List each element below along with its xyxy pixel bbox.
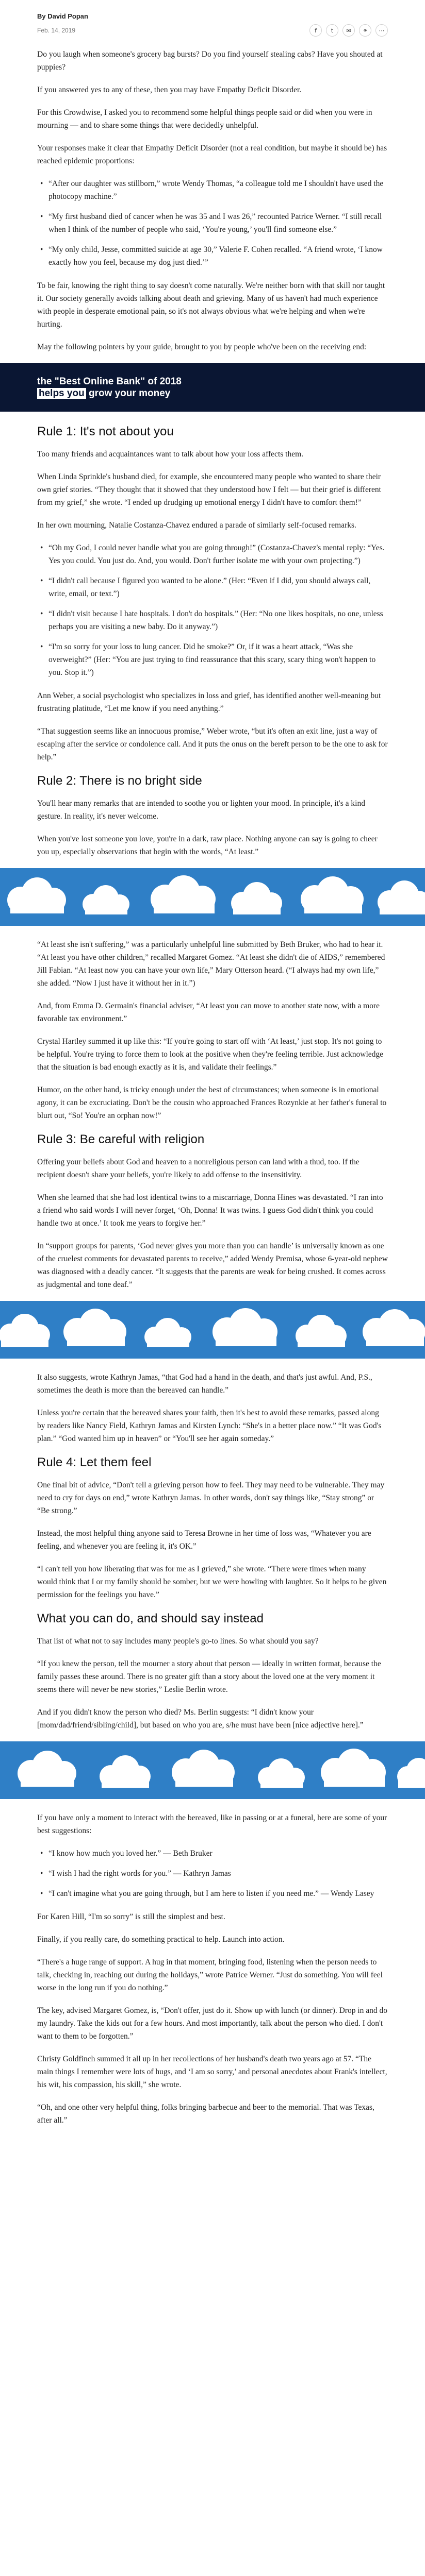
rule-3-continued xyxy=(37,1371,388,1445)
email-icon[interactable]: ✉ xyxy=(342,24,355,37)
list-item: • “I didn't call because I figured you wanted to be alone.” (Her: “Even if I did, you should always call, write, email, or text.”) xyxy=(48,574,388,600)
body-paragraph: Crystal Hartley summed it up like this: “If you're going to start off with ‘At least,’ just stop. It's not going to be helpful. You're trying to force them to look at the positive when they're feeling terrible. Just acknowledge that the situation is bad enough exactly as it is, and validate their feelings.” xyxy=(37,1037,384,1072)
more-icon[interactable]: ⋯ xyxy=(375,24,388,37)
publish-date: Feb. 14, 2019 xyxy=(37,27,76,34)
body-paragraph: When Linda Sprinkle's husband died, for example, she encountered many people who wanted to share their own grief stories. “They thought that it showed that they understood how I felt — but their grief is different from my grief,” she wrote. “I ended up drudging up emotional energy I didn't have to comfort them!” xyxy=(37,472,381,507)
list-item: • “My first husband died of cancer when he was 35 and I was 26,” recounted Patrice Werner. “I still recall when I think of the number of people who said, ‘You're young,’ you'll find someone else.” xyxy=(48,210,388,236)
intro-paragraph: If you answered yes to any of these, then you may have Empathy Deficit Disorder. xyxy=(37,86,302,94)
body-paragraph: Offering your beliefs about God and heaven to a nonreligious person can land with a thud, too. If the recipient doesn't share your beliefs, you're likely to add offense to the insensitivity. xyxy=(37,1158,359,1179)
body-paragraph: “Oh, and one other very helpful thing, folks bringing barbecue and beer to the memorial. That was Texas, after all.” xyxy=(37,2103,374,2125)
clouds-icon xyxy=(0,1741,425,1799)
date-row xyxy=(37,24,388,37)
section-heading: What you can do, and should say instead xyxy=(37,1612,264,1625)
body-paragraph: You'll hear many remarks that are intended to soothe you or lighten your mood. In principle, it's a kind gesture. In reality, it's never welcome. xyxy=(37,799,365,821)
body-paragraph: “I can't tell you how liberating that was for me as I grieved,” she wrote. “There were times when many would think that I or my family should be somber, but we were howling with laughter. So it helps to be given permission for the feelings you have.” xyxy=(37,1565,387,1599)
cloud-illustration xyxy=(0,1741,425,1799)
what-you-can-do-continued xyxy=(37,1811,388,2127)
list-item: • “My only child, Jesse, committed suicide at age 30,” Valerie F. Cohen recalled. “A friend wrote, ‘I know exactly how you feel, because my dog just died.’” xyxy=(48,243,388,269)
body-paragraph: “If you knew the person, tell the mourner a story about that person — ideally in written format, because the family passes these around. There is no greater gift than a story about the loved one at the very moment it seems there will never be new stories,” Leslie Berlin wrote. xyxy=(37,1659,381,1694)
intro-quote-list xyxy=(37,177,388,269)
share-tools xyxy=(309,24,388,37)
body-paragraph: If you have only a moment to interact with the bereaved, like in passing or at a funeral, here are some of your best suggestions: xyxy=(37,1814,387,1835)
cloud-illustration xyxy=(0,868,425,926)
body-paragraph: It also suggests, wrote Kathryn Jamas, “that God had a hand in the death, and that's just awful. And, P.S., sometimes the death is more than the bereaved can handle.” xyxy=(37,1373,372,1395)
rule-3-section xyxy=(37,1132,388,1291)
intro-paragraph: Do you laugh when someone's grocery bag bursts? Do you find yourself stealing cabs? Have you shouted at puppies? xyxy=(37,50,383,72)
body-paragraph: Christy Goldfinch summed it all up in her recollections of her husband's death two years ago at 57. “The main things I remember were lots of hugs, and ‘I am so sorry,’ and personal anecdotes about Frank's intellect, his wit, his compassion, his skill,” she wrote. xyxy=(37,2055,387,2089)
ad-highlight: helps you xyxy=(37,388,86,399)
body-paragraph: Unless you're certain that the bereaved shares your faith, then it's best to avoid these remarks, passed along by readers like Nancy Field, Kathryn Jamas and Kirsten Lynch: “She's in a better place now.” “It was God's plan.” “God wanted him up in heaven” or “You'll see her again someday.” xyxy=(37,1409,382,1443)
list-item: • “I can't imagine what you are going through, but I am here to listen if you need me.” — Wendy Lasey xyxy=(48,1887,388,1900)
body-paragraph: One final bit of advice, “Don't tell a grieving person how to feel. They may need to be vulnerable. They may need to cry for days on end,” wrote Kathryn Jamas. In other words, don't say things like, “Stay strong” or “Be strong.” xyxy=(37,1481,385,1515)
section-heading: Rule 2: There is no bright side xyxy=(37,774,202,788)
intro-paragraph: Your responses make it clear that Empathy Deficit Disorder (not a real condition, but maybe it should be) has reached epidemic proportions: xyxy=(37,144,387,165)
body-paragraph: When you've lost someone you love, you're in a dark, raw place. Nothing anyone can say is going to cheer you up, especially observations that begin with the words, “At least.” xyxy=(37,835,378,856)
intro-paragraph: For this Crowdwise, I asked you to recommend some helpful things people said or did when you were in mourning — and to share some things that were decidedly unhelpful. xyxy=(37,108,372,130)
body-paragraph: Humor, on the other hand, is tricky enough under the best of circumstances; when someone is in emotional agony, it can be excruciating. Don't be the cousin who approached Frances Rozynkie at her father's funeral to blurt out, “So! You're an orphan now!” xyxy=(37,1086,387,1120)
ad-line-2 xyxy=(37,387,182,399)
body-paragraph: To be fair, knowing the right thing to say doesn't come naturally. We're neither born with that skill nor taught it. Our society generally avoids talking about death and grieving. Many of us haven't had much experience with people in desperate emotional pain, so it's not always obvious what we're helping and when we're hurting. xyxy=(37,281,385,329)
section-heading: Rule 4: Let them feel xyxy=(37,1455,152,1469)
rule-4-section xyxy=(37,1455,388,1601)
body-paragraph: “There's a huge range of support. A hug in that moment, bringing food, listening when the person needs to talk, checking in, reaching out during the holidays,” wrote Patrice Werner. “Just do something. You will feel worse in the long run if you do nothing.” xyxy=(37,1958,383,1992)
body-paragraph: “At least she isn't suffering,” was a particularly unhelpful line submitted by Beth Bruker, who had to hear it. “At least you have other children,” recalled Margaret Gomez. “At least she didn't die of AIDS,” remembered Jill Fabian. “At least now you can have your own life,” Mary Otterson heard. (“I always had my own life,” she added. “Now I just have it without her in it.”) xyxy=(37,940,385,988)
body-paragraph: Instead, the most helpful thing anyone said to Teresa Browne in her time of loss was, “Whatever you are feeling, and whenever you are feeling it, it's OK.” xyxy=(37,1529,371,1551)
rule-1-section xyxy=(37,424,388,764)
body-paragraph: In “support groups for parents, ‘God never gives you more than you can handle’ is universally known as one of the cruelest comments for devastated parents to receive,” added Wendy Premisa, whose 6-year-old nephew was diagnosed with a deadly cancer. “It suggests that the parents are weak for being crushed. It comes across as judgmental and tone deaf.” xyxy=(37,1242,388,1289)
body-paragraph: Finally, if you really care, do something practical to help. Launch into action. xyxy=(37,1935,285,1944)
body-paragraph: In her own mourning, Natalie Costanza-Chavez endured a parade of similarly self-focused remarks. xyxy=(37,521,356,530)
byline-area xyxy=(37,0,388,37)
section-heading: Rule 3: Be careful with religion xyxy=(37,1132,205,1146)
clouds-icon xyxy=(0,868,425,926)
clouds-icon xyxy=(0,1301,425,1359)
quote-list xyxy=(37,541,388,679)
advertisement-banner[interactable] xyxy=(0,363,425,412)
body-paragraph: The key, advised Margaret Gomez, is, “Don't offer, just do it. Show up with lunch (or dinner). Drop in and do my laundry. Take the kids out for a few hours. And most importantly, talk about the person who died. I don't want to them to be forgotten.” xyxy=(37,2006,388,2041)
body-paragraph: When she learned that she had lost identical twins to a miscarriage, Donna Hines was devastated. “I ran into a friend who said words I will never forget, ‘Oh, Donna! It was twins. I guess God didn't think you could handle two at once.’ It took me years to forgive her.” xyxy=(37,1193,383,1228)
rule-2-continued xyxy=(37,938,388,1122)
body-paragraph: Ann Weber, a social psychologist who specializes in loss and grief, has identified another well-meaning but frustrating platitude, “Let me know if you need anything.” xyxy=(37,691,381,713)
list-item: • “I know how much you loved her.” — Beth Bruker xyxy=(48,1847,388,1860)
list-item: • “Oh my God, I could never handle what you are going through!” (Costanza-Chavez's mental reply: “Yes. Yes you could. You just do. And, you would. Don't further isolate me with your own projecting.”) xyxy=(48,541,388,567)
author-byline[interactable]: By David Popan xyxy=(37,12,88,20)
twitter-icon[interactable]: t xyxy=(326,24,338,37)
intro-section xyxy=(37,37,388,353)
facebook-icon[interactable]: f xyxy=(309,24,322,37)
what-you-can-do-section xyxy=(37,1611,388,1732)
body-paragraph: For Karen Hill, “I'm so sorry” is still the simplest and best. xyxy=(37,1912,225,1921)
ad-text xyxy=(37,376,182,399)
body-paragraph: That list of what not to say includes many people's go-to lines. So what should you say? xyxy=(37,1637,319,1646)
list-item: • “I'm so sorry for your loss to lung cancer. Did he smoke?” Or, if it was a heart attack, “Was she overweight?” (Her: “You are just trying to find reassurance that this scary, scary thing won't happen to you. Stop it.”) xyxy=(48,640,388,679)
body-paragraph: “That suggestion seems like an innocuous promise,” Weber wrote, “but it's often an exit line, just a way of escaping after the service or condolence call. And it puts the onus on the bereft person to be the one to ask for help.” xyxy=(37,727,388,761)
quote-list xyxy=(37,1847,388,1900)
body-paragraph: And, from Emma D. Germain's financial adviser, “At least you can move to another state now, with a more favorable tax environment.” xyxy=(37,1002,380,1023)
list-item: • “I wish I had the right words for you.” — Kathryn Jamas xyxy=(48,1867,388,1880)
list-item: • “I didn't visit because I hate hospitals. I don't do hospitals.” (Her: “No one likes hospitals, no one, unless perhaps you are visiting a new baby. Do it anyway.”) xyxy=(48,607,388,633)
section-heading: Rule 1: It's not about you xyxy=(37,425,174,438)
cloud-illustration xyxy=(0,1301,425,1359)
body-paragraph: Too many friends and acquaintances want to talk about how your loss affects them. xyxy=(37,450,304,459)
body-paragraph: And if you didn't know the person who died? Ms. Berlin suggests: “I didn't know your [mom/dad/friend/sibling/child], but based on who you are, s/he must have been [nice adjective here].” xyxy=(37,1708,364,1730)
ad-line-1: the "Best Online Bank" of 2018 xyxy=(37,376,182,387)
list-item: • “After our daughter was stillborn,” wrote Wendy Thomas, “a colleague told me I shouldn't have used the photocopy machine.” xyxy=(48,177,388,203)
ad-line-2-rest: grow your money xyxy=(86,388,171,399)
body-paragraph: May the following pointers by your guide, brought to you by people who've been on the receiving end: xyxy=(37,343,367,351)
rule-2-section xyxy=(37,773,388,858)
link-icon[interactable]: ⚭ xyxy=(359,24,371,37)
